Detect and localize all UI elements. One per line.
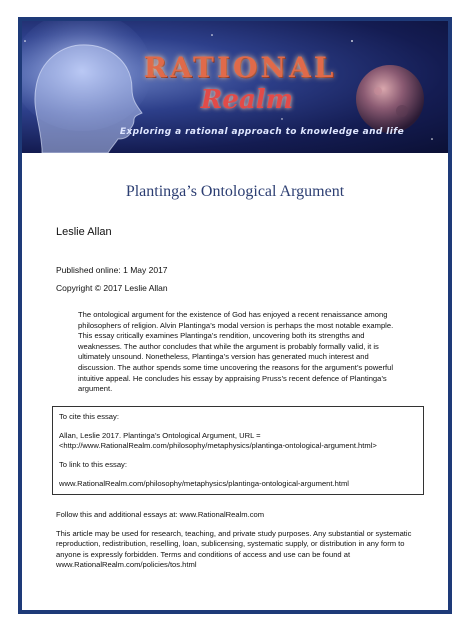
banner-tagline: Exploring a rational approach to knowledge and life [119,127,405,137]
citation-box [52,406,424,495]
document-page [18,17,452,614]
banner-title: RATIONAL [143,51,337,84]
author-name: Leslie Allan [56,226,112,238]
banner-subtitle: Realm [200,85,294,115]
link-url[interactable]: www.RationalRealm.com/philosophy/metaphysics/plantinga-ontological-argument.html [59,479,349,488]
copyright-notice: Copyright © 2017 Leslie Allan [56,283,168,293]
document-title: Plantinga’s Ontological Argument [125,183,345,200]
link-heading: To link to this essay: [59,460,127,469]
abstract-paragraph: The ontological argument for the existence of God has enjoyed a recent renaissance among philosophers of religion. Alvin Plantinga’s modal version is perhaps the most notable example. This essay critically examines Plantinga’s rendition, uncovering both its strengths and weaknesses. The author concludes that while the argument is probably formally valid, it is ultimately unsound. Nonetheless, Plantinga’s version has generated much interest and discussion. The author spends some time uncovering the reasons for the argument’s powerful intuitive appeal. He concludes his essay by appraising Pruss’s recent defence of Plantinga’s argument. [78,310,394,394]
terms-paragraph: This article may be used for research, teaching, and private study purposes. Any substantial or systematic reproduction, redistribution, reselling, loan, sublicensing, systematic supply, or distribution in any form to anyone is expressly forbidden. Terms and conditions of access and use can be found at www.RationalRealm.com/policies/tos.html [56,529,412,570]
cite-line: Allan, Leslie 2017. Plantinga’s Ontological Argument, URL = [59,431,261,440]
published-date: Published online: 1 May 2017 [56,265,168,275]
cite-url[interactable]: <http://www.RationalRealm.com/philosophy/metaphysics/plantinga-ontological-argument.html> [59,441,377,450]
rational-realm-banner [22,21,448,153]
planet-graphic [356,65,424,133]
cite-heading: To cite this essay: [59,412,119,421]
follow-line: Follow this and additional essays at: www.RationalRealm.com [56,510,265,519]
